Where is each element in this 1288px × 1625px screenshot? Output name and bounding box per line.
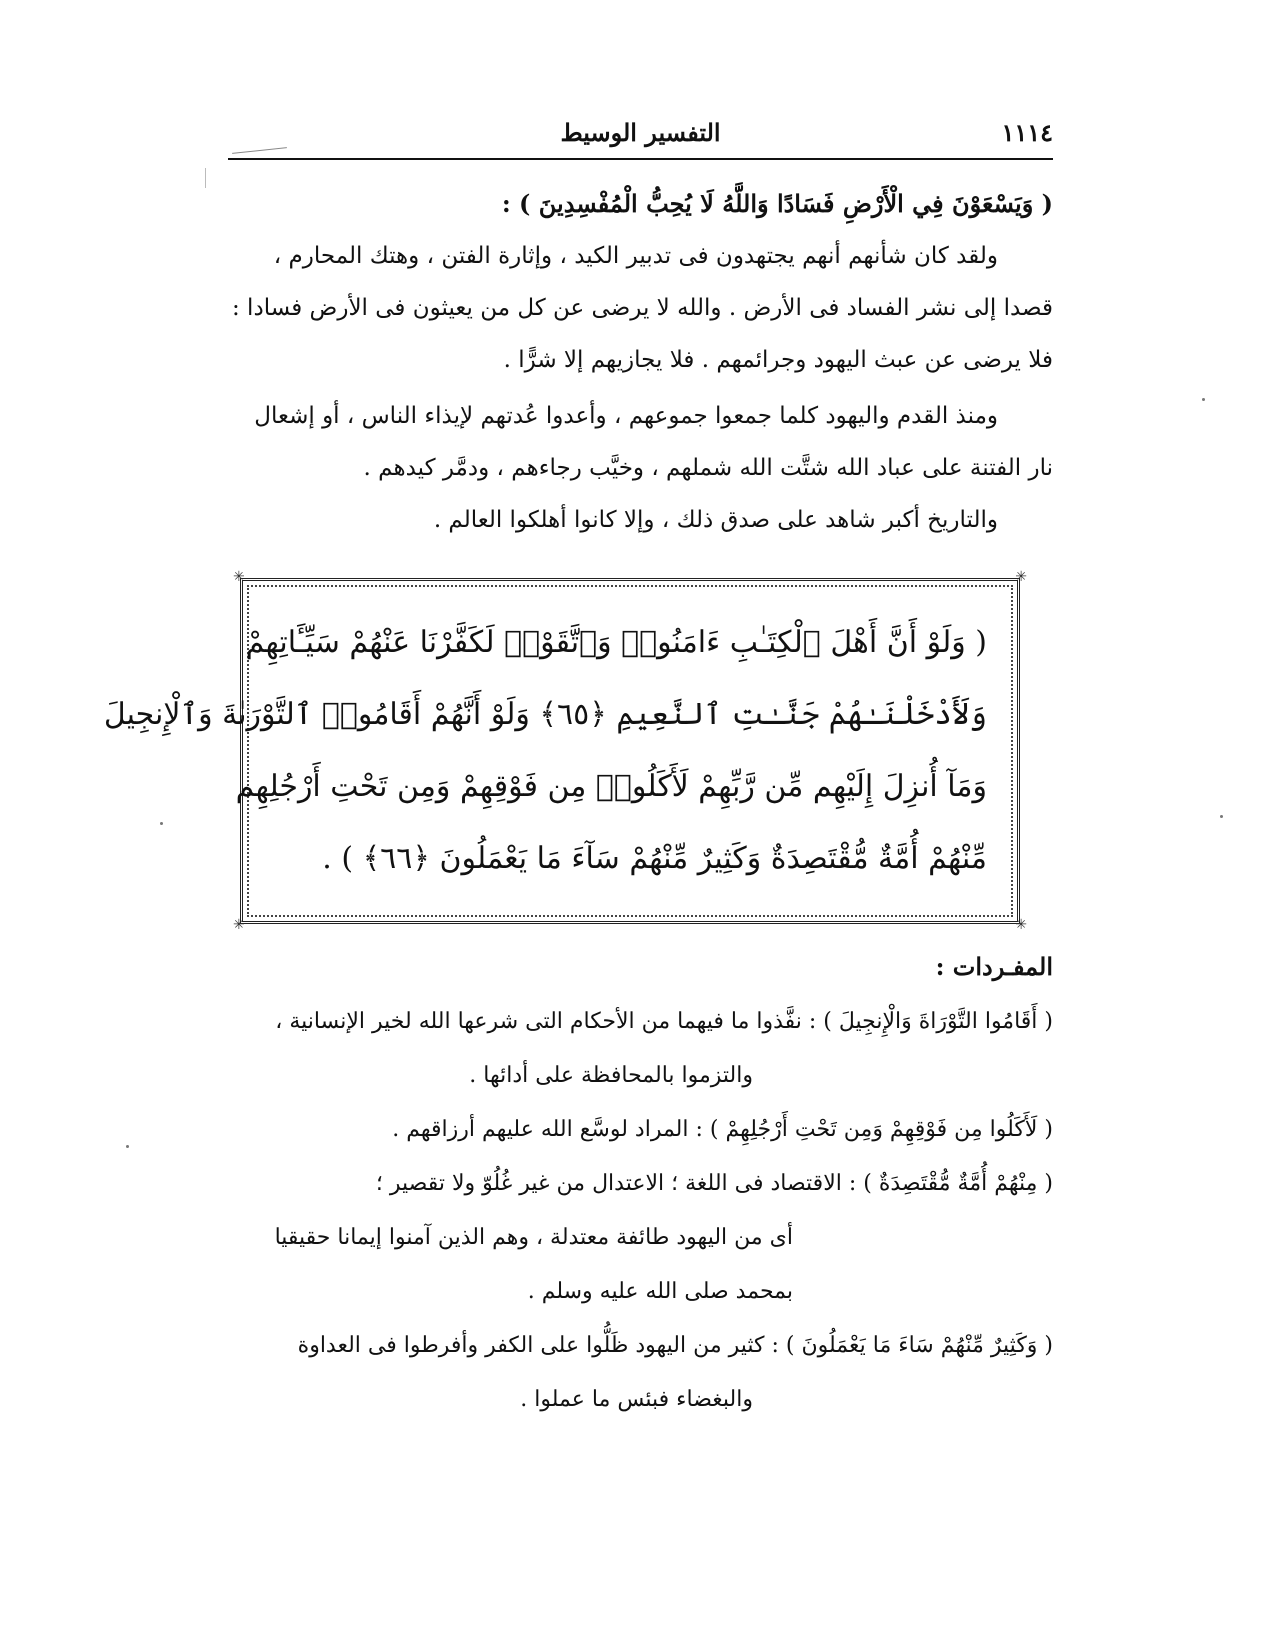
paragraph-line: والتاريخ أكبر شاهد على صدق ذلك ، وإلا كانوا أهلكوا العالم . — [433, 507, 998, 533]
header-rule — [228, 158, 1053, 160]
vocabulary-entry: ( وَكَثِيرٌ مِّنْهُمْ سَاءَ مَا يَعْمَلُونَ ) : كثير من اليهود ظَلُّوا على الكفر وأفرطوا فى العداوة — [297, 1333, 1053, 1358]
corner-ornament-icon: ✳ — [233, 917, 245, 933]
scan-speck — [1220, 815, 1223, 818]
vocabulary-heading: المفـردات : — [935, 952, 1053, 981]
corner-ornament-icon: ✳ — [1015, 917, 1027, 933]
scan-speck — [1202, 398, 1205, 401]
verse-fragment: ( وَيَسْعَوْنَ فِي الْأَرْضِ فَسَادًا وَاللَّهُ لَا يُحِبُّ الْمُفْسِدِينَ ) : — [501, 189, 1053, 218]
vocabulary-entry: ( لَأَكَلُوا مِن فَوْقِهِمْ وَمِن تَحْتِ أَرْجُلِهِمْ ) : المراد لوسَّع الله عليهم أرزاقهم . — [392, 1117, 1053, 1142]
verse-line: وَلَأَدْخَلْنَـٰهُمْ جَنَّـٰتِ ٱلنَّعِيمِ ﴿٦٥﴾ وَلَوْ أَنَّهُمْ أَقَامُوا۟ ٱلتَّوْرَىٰةَ وَٱلْإِنجِيلَ — [103, 697, 987, 732]
corner-ornament-icon: ✳ — [233, 569, 245, 585]
page-number: ١١١٤ — [1001, 118, 1053, 147]
scan-speck — [160, 822, 163, 825]
paragraph-line: فلا يرضى عن عبث اليهود وجرائمهم . فلا يجازيهم إلا شرًّا . — [503, 347, 1053, 373]
corner-ornament-icon: ✳ — [1015, 569, 1027, 585]
verse-line: مِّنْهُمْ أُمَّةٌ مُّقْتَصِدَةٌ وَكَثِيرٌ مِّنْهُمْ سَآءَ مَا يَعْمَلُونَ ﴿٦٦﴾ ) . — [322, 841, 987, 876]
paragraph-line: نار الفتنة على عباد الله شتَّت الله شملهم ، وخيَّب رجاءهم ، ودمَّر كيدهم . — [363, 455, 1053, 481]
paragraph-line: ولقد كان شأنهم أنهم يجتهدون فى تدبير الكيد ، وإثارة الفتن ، وهتك المحارم ، — [273, 243, 998, 269]
verse-line: ( وَلَوْ أَنَّ أَهْلَ ٱلْكِتَـٰبِ ءَامَنُوا۟ وَٱتَّقَوْا۟ لَكَفَّرْنَا عَنْهُمْ سَيِّـَٔاتِهِمْ — [245, 625, 987, 660]
vocabulary-entry-continuation: والتزموا بالمحافظة على أدائها . — [469, 1063, 753, 1088]
quran-verse-box — [103, 569, 1027, 933]
paragraph-line: قصدا إلى نشر الفساد فى الأرض . والله لا يرضى عن كل من يعيثون فى الأرض فسادا : — [232, 295, 1053, 321]
book-title: التفسير الوسيط — [560, 118, 721, 147]
verse-text — [103, 607, 987, 903]
commentary-section — [228, 178, 1053, 546]
vocabulary-entry-continuation: والبغضاء فبئس ما عملوا . — [520, 1387, 753, 1412]
vocabulary-entry-continuation: بمحمد صلى الله عليه وسلم . — [527, 1279, 793, 1304]
paragraph-line: ومنذ القدم واليهود كلما جمعوا جموعهم ، وأعدوا عُدتهم لإيذاء الناس ، أو إشعال — [254, 403, 998, 429]
scan-speck — [126, 1145, 129, 1148]
vocabulary-list — [228, 995, 1053, 1427]
vocabulary-entry-continuation: أى من اليهود طائفة معتدلة ، وهم الذين آمنوا إيمانا حقيقيا — [274, 1225, 793, 1250]
vocabulary-entry: ( أَقَامُوا التَّوْرَاةَ وَالْإِنجِيلَ ) : نفَّذوا ما فيهما من الأحكام التى شرعها الله لخير الإنسانية ، — [275, 1009, 1053, 1034]
running-head — [228, 118, 1053, 158]
vocabulary-entry: ( مِنْهُمْ أُمَّةٌ مُّقْتَصِدَةٌ ) : الاقتصاد فى اللغة ؛ الاعتدال من غير غُلُوّ ولا تقصير ؛ — [375, 1171, 1053, 1196]
margin-mark — [205, 168, 206, 188]
verse-line: وَمَآ أُنزِلَ إِلَيْهِم مِّن رَّبِّهِمْ لَأَكَلُوا۟ مِن فَوْقِهِمْ وَمِن تَحْتِ أَرْجُلِهِم — [235, 769, 987, 804]
